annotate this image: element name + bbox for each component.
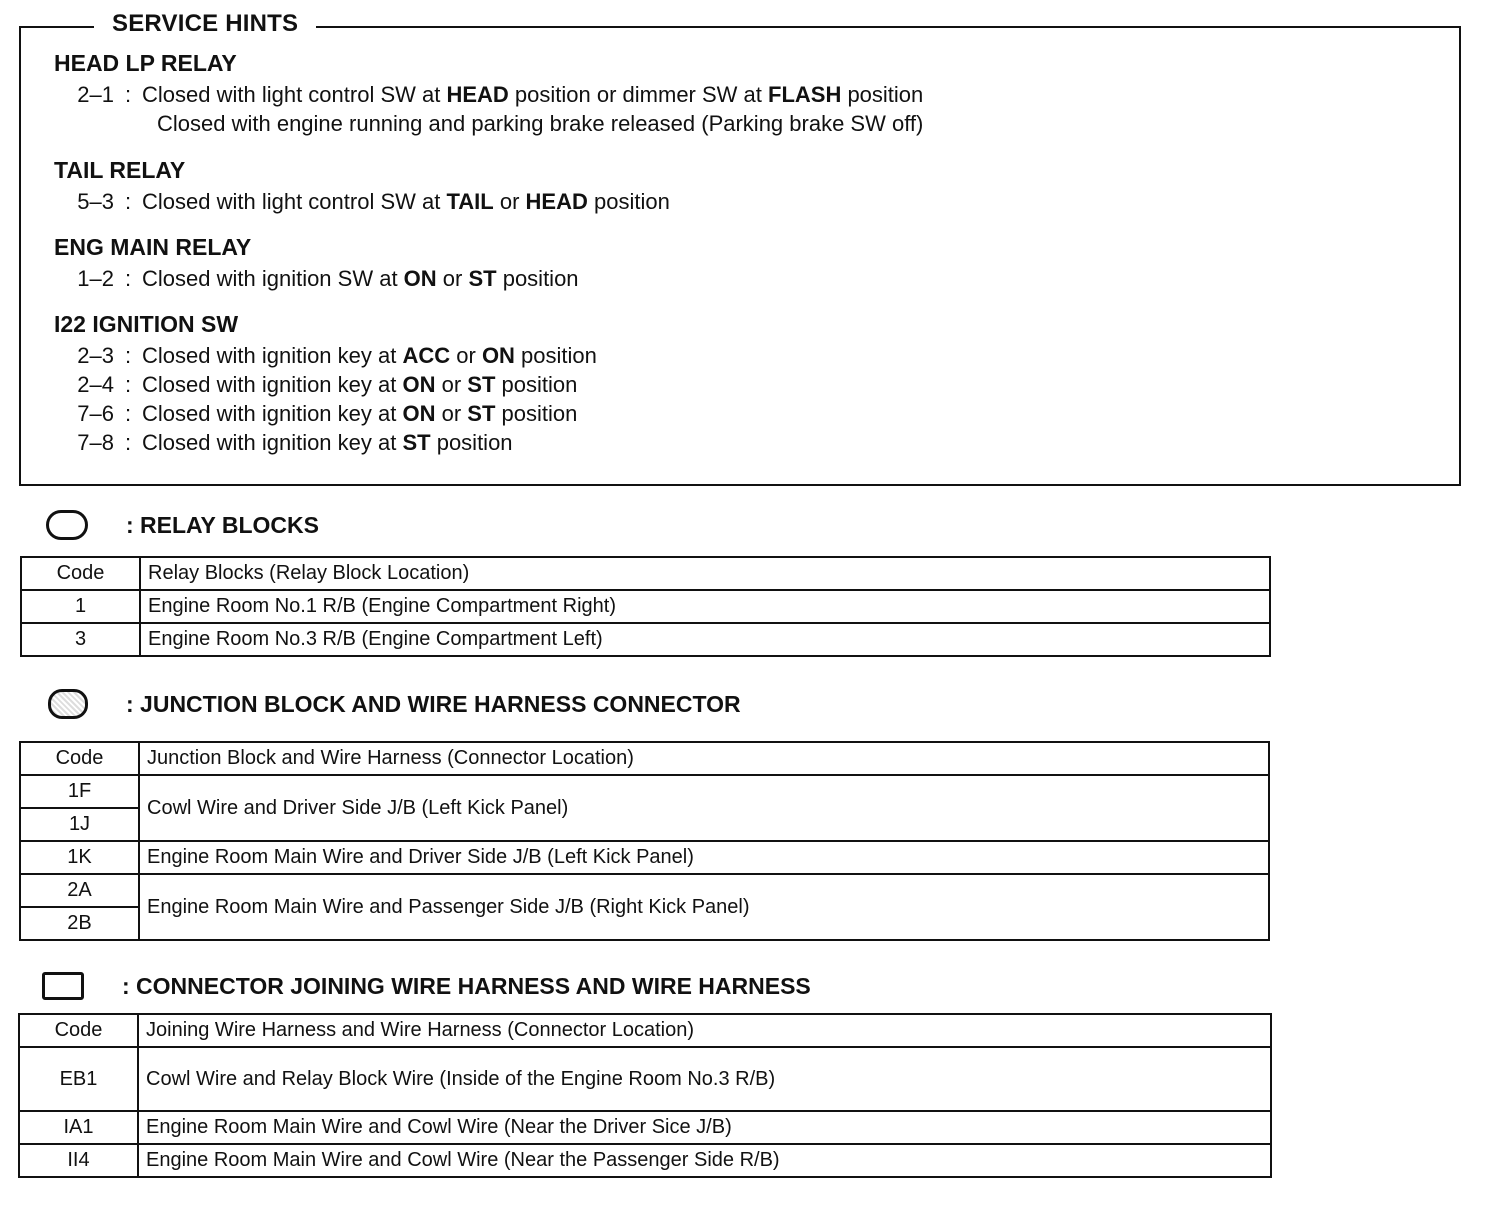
hint-row	[54, 80, 923, 109]
hint-terminal-code: 1–2	[77, 266, 114, 291]
relay-blocks-legend-label: : RELAY BLOCKS	[126, 511, 319, 538]
table-row	[19, 1111, 1271, 1144]
hint-terminal-code: 7–6	[77, 401, 114, 426]
relay-blocks-table	[20, 556, 1271, 657]
code-cell: 1	[21, 590, 140, 623]
service-hints-title: SERVICE HINTS	[94, 10, 316, 38]
hint-terminal-code: 2–4	[77, 372, 114, 397]
relay-block-symbol-icon	[46, 510, 88, 540]
description-cell: Engine Room No.1 R/B (Engine Compartment Right)	[140, 590, 1270, 623]
hint-heading: TAIL RELAY	[54, 157, 186, 183]
header-code-cell: Code	[21, 557, 140, 590]
junction-block-symbol-icon	[48, 689, 88, 719]
table-row	[20, 874, 1269, 907]
hint-row	[54, 264, 579, 293]
description-cell: Engine Room Main Wire and Cowl Wire (Near the Driver Sice J/B)	[138, 1111, 1271, 1144]
hint-row	[54, 399, 597, 428]
header-description-cell: Junction Block and Wire Harness (Connector Location)	[139, 742, 1269, 775]
hint-heading: HEAD LP RELAY	[54, 50, 237, 76]
description-cell: Cowl Wire and Relay Block Wire (Inside of the Engine Room No.3 R/B)	[138, 1047, 1271, 1111]
description-cell: Engine Room Main Wire and Driver Side J/B (Left Kick Panel)	[139, 841, 1269, 874]
code-cell: IA1	[19, 1111, 138, 1144]
hint-section	[54, 47, 923, 138]
code-cell: EB1	[19, 1047, 138, 1111]
table-header-row	[19, 1014, 1271, 1047]
hint-row	[54, 428, 597, 457]
hint-text: Closed with ignition key at ST position	[142, 430, 513, 455]
hint-terminal-code: 5–3	[77, 189, 114, 214]
hint-section	[54, 154, 670, 216]
connector-table	[18, 1013, 1272, 1178]
header-code-cell: Code	[20, 742, 139, 775]
hint-separator: :	[124, 343, 132, 368]
table-row	[19, 1144, 1271, 1177]
table-header-row	[20, 742, 1269, 775]
connector-legend	[42, 968, 811, 1004]
hint-row	[54, 341, 597, 370]
hint-text: Closed with ignition key at ON or ST position	[142, 401, 578, 426]
description-cell: Engine Room No.3 R/B (Engine Compartment Left)	[140, 623, 1270, 656]
hint-terminal-code: 2–1	[77, 82, 114, 107]
table-row	[21, 590, 1270, 623]
code-cell: 1J	[20, 808, 139, 841]
hint-text: Closed with engine running and parking brake released (Parking brake SW off)	[157, 111, 924, 136]
junction-block-legend-label: : JUNCTION BLOCK AND WIRE HARNESS CONNECTOR	[126, 690, 741, 717]
hint-terminal-code: 7–8	[77, 430, 114, 455]
hint-section	[54, 308, 597, 457]
code-cell: 2B	[20, 907, 139, 940]
hint-separator: :	[124, 266, 132, 291]
hint-section	[54, 231, 579, 293]
hint-separator: :	[124, 401, 132, 426]
hint-separator: :	[124, 82, 132, 107]
table-header-row	[21, 557, 1270, 590]
connector-legend-label: : CONNECTOR JOINING WIRE HARNESS AND WIRE HARNESS	[122, 972, 811, 999]
junction-block-table	[19, 741, 1270, 941]
hint-text: Closed with ignition key at ON or ST position	[142, 372, 578, 397]
hint-heading: I22 IGNITION SW	[54, 311, 239, 337]
code-cell: 3	[21, 623, 140, 656]
header-description-cell: Joining Wire Harness and Wire Harness (Connector Location)	[138, 1014, 1271, 1047]
hint-text: Closed with light control SW at HEAD position or dimmer SW at FLASH position	[142, 82, 924, 107]
header-description-cell: Relay Blocks (Relay Block Location)	[140, 557, 1270, 590]
hint-text: Closed with light control SW at TAIL or HEAD position	[142, 189, 670, 214]
description-cell: Engine Room Main Wire and Cowl Wire (Near the Passenger Side R/B)	[138, 1144, 1271, 1177]
hint-terminal-code: 2–3	[77, 343, 114, 368]
hint-row	[54, 187, 670, 216]
hint-text: Closed with ignition key at ACC or ON position	[142, 343, 597, 368]
description-cell: Cowl Wire and Driver Side J/B (Left Kick Panel)	[139, 775, 1269, 841]
table-row	[20, 841, 1269, 874]
table-row	[20, 775, 1269, 808]
hint-text: Closed with ignition SW at ON or ST position	[142, 266, 579, 291]
description-cell: Engine Room Main Wire and Passenger Side J/B (Right Kick Panel)	[139, 874, 1269, 940]
hint-separator: :	[124, 372, 132, 397]
hint-row	[54, 370, 597, 399]
hint-heading: ENG MAIN RELAY	[54, 234, 252, 260]
relay-blocks-legend	[42, 507, 319, 543]
code-cell: 1K	[20, 841, 139, 874]
code-cell: II4	[19, 1144, 138, 1177]
hint-row	[54, 109, 923, 138]
connector-symbol-icon	[42, 972, 84, 1000]
hint-separator: :	[124, 430, 132, 455]
table-row	[21, 623, 1270, 656]
hint-separator: :	[124, 189, 132, 214]
junction-block-legend	[42, 686, 741, 722]
header-code-cell: Code	[19, 1014, 138, 1047]
code-cell: 2A	[20, 874, 139, 907]
table-row	[19, 1047, 1271, 1111]
code-cell: 1F	[20, 775, 139, 808]
